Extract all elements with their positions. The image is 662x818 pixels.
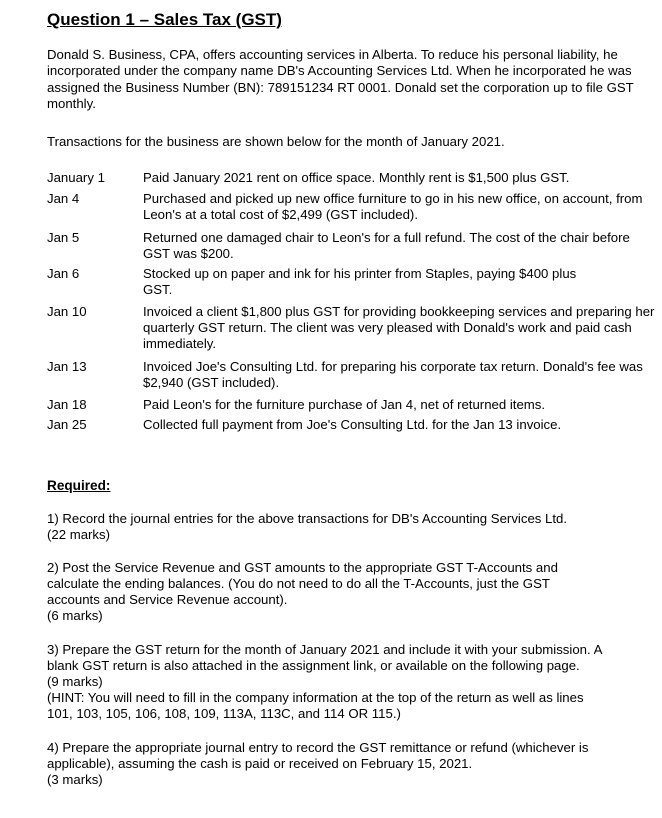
transaction-description: Purchased and picked up new office furniture to go in his new office, on account, from Leon's at a total cost of $2,499 (GST included).: [143, 191, 643, 222]
transaction-description: Paid Leon's for the furniture purchase of Jan 4, net of returned items.: [143, 397, 546, 412]
requirement-4: [47, 740, 659, 788]
requirement-line: 4) Prepare the appropriate journal entry to record the GST remittance or refund (whichever is: [47, 740, 589, 755]
requirement-marks: (9 marks): [47, 674, 103, 689]
requirement-marks: (3 marks): [47, 772, 103, 787]
transactions-lead: Transactions for the business are shown below for the month of January 2021.: [47, 134, 505, 149]
transaction-description: Paid January 2021 rent on office space. Monthly rent is $1,500 plus GST.: [143, 170, 570, 185]
transaction-description: Invoiced a client $1,800 plus GST for providing bookkeeping services and preparing her quarterly GST return. The client was very pleased with Donald's work and paid cash immediately.: [143, 304, 655, 351]
transaction-description: Returned one damaged chair to Leon's for a full refund. The cost of the chair before GST was $200.: [143, 230, 630, 261]
transaction-date: Jan 5: [47, 230, 80, 245]
requirement-line: 3) Prepare the GST return for the month of January 2021 and include it with your submission. A: [47, 642, 603, 657]
transaction-date: January 1: [47, 170, 105, 185]
intro-paragraph: Donald S. Business, CPA, offers accounting services in Alberta. To reduce his personal liability, he incorporated under the company name DB's Accounting Services Ltd. When he incorporated he was assigned the Business Number (BN): 789151234 RT 0001. Donald set the corporation up to file GST monthly.: [47, 47, 634, 112]
requirement-hint: 101, 103, 105, 106, 108, 109, 113A, 113C, and 114 OR 115.): [47, 706, 401, 721]
required-heading: Required:: [47, 478, 111, 493]
transaction-description: Collected full payment from Joe's Consulting Ltd. for the Jan 13 invoice.: [143, 417, 562, 432]
transaction-date: Jan 4: [47, 191, 80, 206]
requirement-marks: (6 marks): [47, 608, 103, 623]
transaction-date: Jan 10: [47, 304, 87, 319]
question-title: Question 1 – Sales Tax (GST): [47, 10, 282, 29]
transaction-description: Stocked up on paper and ink for his printer from Staples, paying $400 plus GST.: [143, 266, 577, 297]
requirement-2: [47, 560, 659, 624]
requirement-line: blank GST return is also attached in the assignment link, or available on the following page.: [47, 658, 580, 673]
transaction-date: Jan 18: [47, 397, 87, 412]
requirement-line: 1) Record the journal entries for the above transactions for DB's Accounting Services Ltd.: [47, 511, 568, 526]
requirement-line: calculate the ending balances. (You do not need to do all the T-Accounts, just the GST: [47, 576, 550, 591]
transaction-date: Jan 13: [47, 359, 87, 374]
requirement-line: applicable), assuming the cash is paid or received on February 15, 2021.: [47, 756, 473, 771]
requirement-line: 2) Post the Service Revenue and GST amounts to the appropriate GST T-Accounts and: [47, 560, 558, 575]
transaction-date: Jan 6: [47, 266, 80, 281]
transaction-description: Invoiced Joe's Consulting Ltd. for preparing his corporate tax return. Donald's fee was $2,940 (GST included).: [143, 359, 643, 390]
requirement-marks: (22 marks): [47, 527, 111, 542]
transaction-date: Jan 25: [47, 417, 87, 432]
requirement-1: [47, 511, 659, 543]
requirement-hint: (HINT: You will need to fill in the company information at the top of the return as well as lines: [47, 690, 584, 705]
requirement-line: accounts and Service Revenue account).: [47, 592, 288, 607]
requirement-3: [47, 642, 659, 722]
